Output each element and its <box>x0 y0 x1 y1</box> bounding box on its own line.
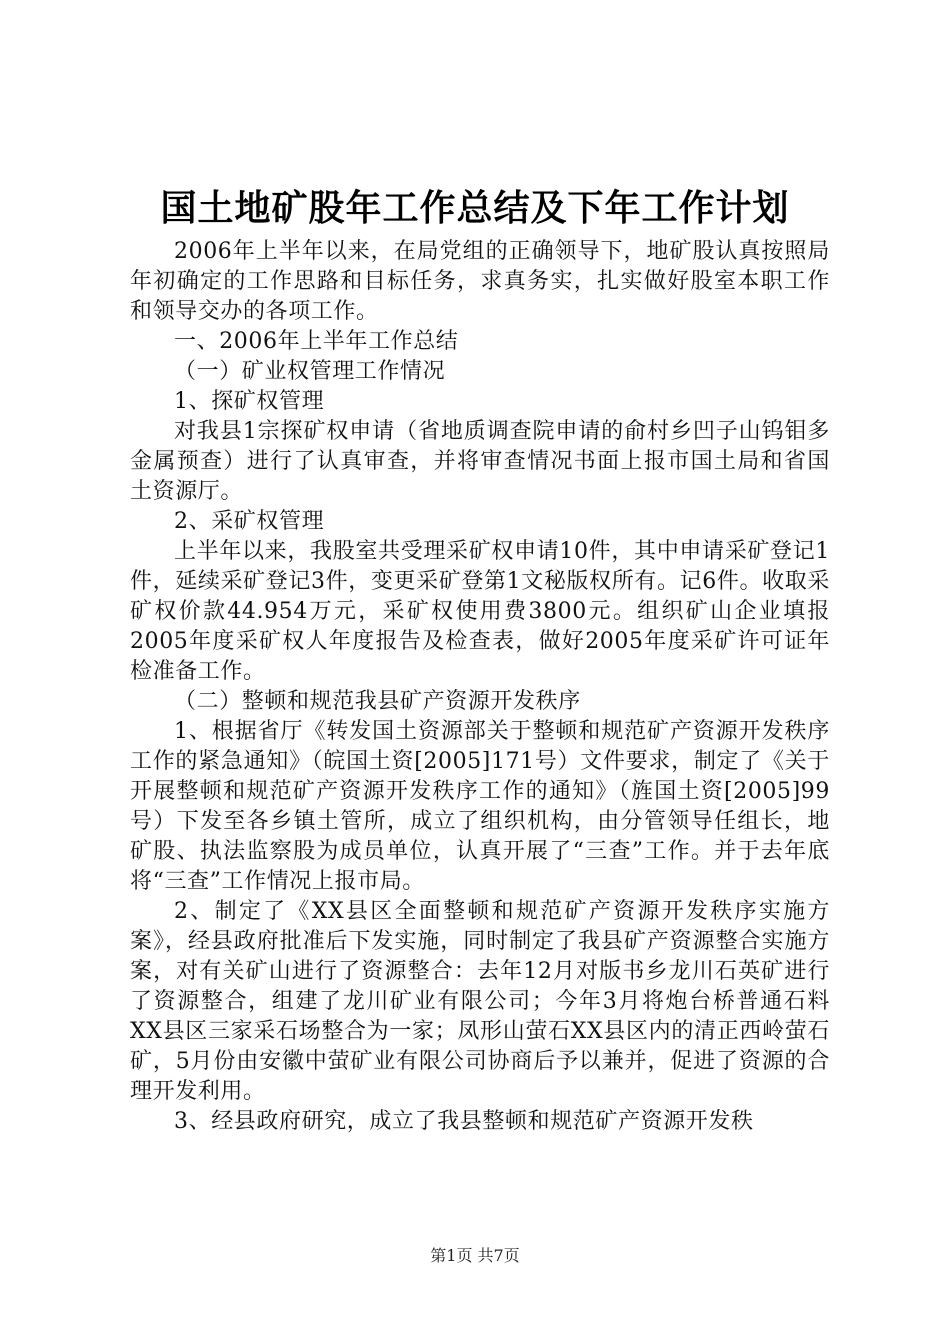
page-footer: 第1页 共7页 <box>430 1246 520 1265</box>
paragraph: （二）整顿和规范我县矿产资源开发秩序 <box>174 689 581 714</box>
paragraph: 2、采矿权管理 <box>174 509 325 534</box>
paragraph: （一）矿业权管理工作情况 <box>174 359 446 384</box>
paragraph: 2、制定了《XX县区全面整顿和规范矿产资源开发秩序实施方案》，经县政府批准后下发实施，同时制定了我县矿产资源整合实施方案，对有关矿山进行了资源整合：去年12月对版书乡龙川石英矿进行了资源整合，组建了龙川矿业有限公司；今年3月将炮台桥普通石料XX县区三家采石场整合为一家；凤形山萤石XX县区内的清正西岭萤石矿，5月份由安徽中萤矿业有限公司协商后予以兼并，促进了资源的合理开发利用。 <box>130 899 830 1104</box>
paragraph: 上半年以来，我股室共受理采矿权申请10件，其中申请采矿登记1件，延续采矿登记3件，变更采矿登第1文秘版权所有。记6件。收取采矿权价款44.954万元，采矿权使用费3800元。组织矿山企业填报2005年度采矿权人年度报告及检查表，做好2005年度采矿许可证年检准备工作。 <box>130 539 830 684</box>
paragraph: 3、经县政府研究，成立了我县整顿和规范矿产资源开发秩 <box>174 1109 754 1134</box>
paragraph: 1、根据省厅《转发国土资源部关于整顿和规范矿产资源开发秩序工作的紧急通知》（皖国土资[2005]171号）文件要求，制定了《关于开展整顿和规范矿产资源开发秩序工作的通知》（旌国土资[2005]99号）下发至各乡镇土管所，成立了组织机构，由分管领导任组长，地矿股、执法监察股为成员单位，认真开展了“三查”工作。并于去年底将“三查”工作情况上报市局。 <box>130 719 830 894</box>
paragraph: 1、探矿权管理 <box>174 389 325 414</box>
document-body <box>130 237 830 1137</box>
paragraph: 一、2006年上半年工作总结 <box>174 329 459 354</box>
paragraph: 2006年上半年以来，在局党组的正确领导下，地矿股认真按照局年初确定的工作思路和目标任务，求真务实，扎实做好股室本职工作和领导交办的各项工作。 <box>130 239 830 324</box>
paragraph: 对我县1宗探矿权申请（省地质调查院申请的俞村乡凹子山钨钼多金属预查）进行了认真审查，并将审查情况书面上报市国土局和省国土资源厅。 <box>130 419 830 504</box>
document-title: 国土地矿股年工作总结及下年工作计划 <box>160 187 790 229</box>
